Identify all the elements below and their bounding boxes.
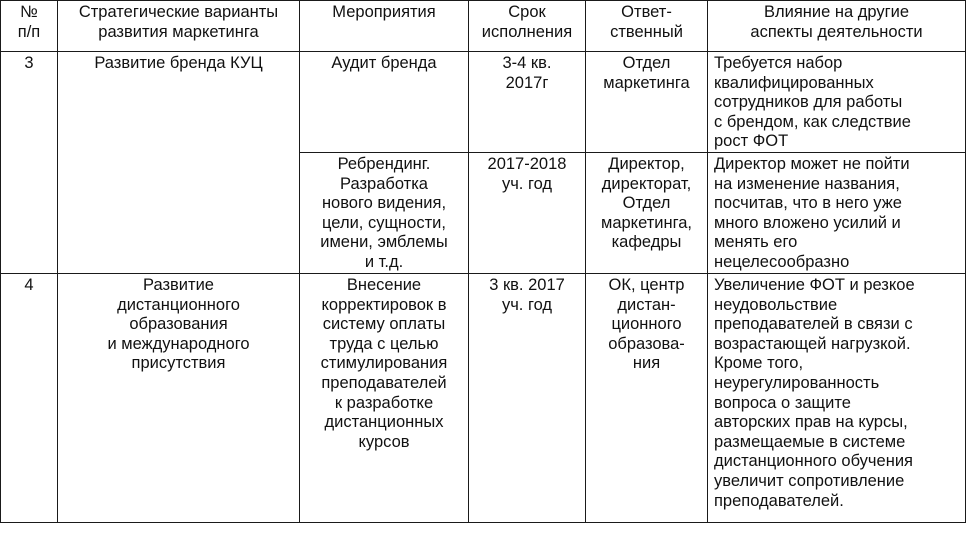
table-row xyxy=(1,52,966,153)
term-cell: 3-4 кв. 2017г xyxy=(469,52,586,153)
measure-cell: Ребрендинг. Разработка нового видения, цели, сущности, имени, эмблемы и т.д. xyxy=(300,152,469,273)
responsible-cell: ОК, центр дистан- ционного образова- ния xyxy=(586,273,708,522)
header-impact: Влияние на другие аспекты деятельности xyxy=(708,1,966,52)
table-header-row xyxy=(1,1,966,52)
header-term: Срок исполнения xyxy=(469,1,586,52)
measure-cell: Аудит бренда xyxy=(300,52,469,153)
term-cell: 2017-2018 уч. год xyxy=(469,152,586,273)
strategy-cell: Развитие дистанционного образования и международного присутствия xyxy=(58,273,300,522)
measure-cell: Внесение корректировок в систему оплаты труда с целью стимулирования преподавателей к разработке дистанционных курсов xyxy=(300,273,469,522)
impact-cell: Увеличение ФОТ и резкое неудовольствие преподавателей в связи с возрастающей нагрузкой. Кроме того, неурегулированность вопроса о защите авторских прав на курсы, размещаемые в системе дистанционного обучения увеличит сопротивление преподавателей. xyxy=(708,273,966,522)
responsible-cell: Отдел маркетинга xyxy=(586,52,708,153)
impact-cell: Директор может не пойти на изменение названия, посчитав, что в него уже много вложено усилий и менять его нецелесообразно xyxy=(708,152,966,273)
header-number: № п/п xyxy=(1,1,58,52)
header-measures: Мероприятия xyxy=(300,1,469,52)
responsible-cell: Директор, директорат, Отдел маркетинга, кафедры xyxy=(586,152,708,273)
header-responsible: Ответ- ственный xyxy=(586,1,708,52)
impact-cell: Требуется набор квалифицированных сотрудников для работы с брендом, как следствие рост ФОТ xyxy=(708,52,966,153)
header-strategy: Стратегические варианты развития маркетинга xyxy=(58,1,300,52)
row-number-cell: 4 xyxy=(1,273,58,522)
row-number-cell: 3 xyxy=(1,52,58,274)
strategy-cell: Развитие бренда КУЦ xyxy=(58,52,300,274)
table-row xyxy=(1,273,966,522)
term-cell: 3 кв. 2017 уч. год xyxy=(469,273,586,522)
